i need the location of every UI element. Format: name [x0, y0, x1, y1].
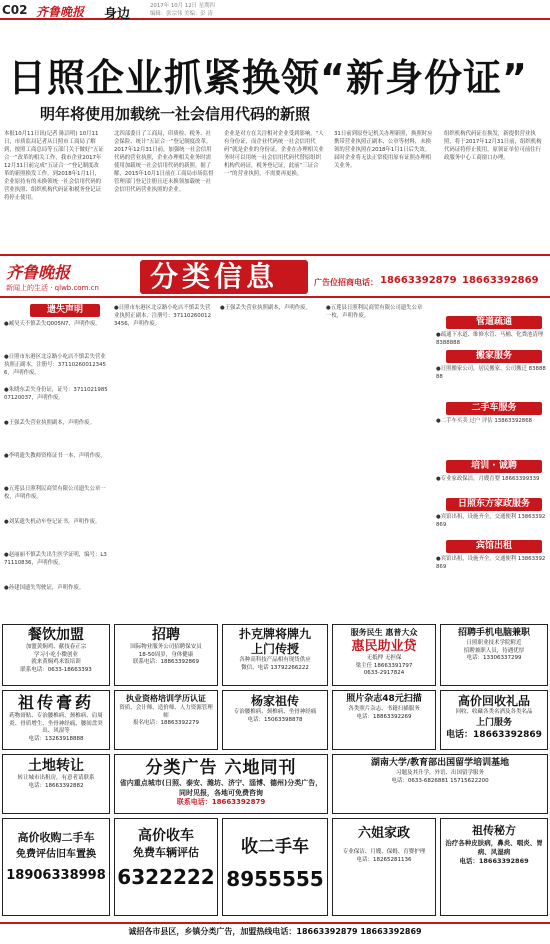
list-item: ●日照市东港区北京路小吃店不慎丢失营业执照正副本，注册号：371102600123456，声明作废。: [4, 354, 106, 376]
ad-title-2: 上门传授: [250, 642, 299, 656]
ad-line: 联系电话：0633-18663393: [20, 666, 92, 673]
footer-bar: [0, 922, 550, 940]
classified-slogan: 新闻上的生活 · qlwb.com.cn: [6, 284, 99, 292]
ad-line: 微信、电话 13792266222: [241, 664, 309, 671]
ad-line: 就来黄焖鸡米饭培训: [31, 659, 81, 665]
ad-line: 梁主任 18663391797: [355, 662, 413, 669]
ad-line: 药物膏贴、专治腰椎病、颈椎病、肩周炎、骨质增生、坐骨神经痛、腰间盘突出、风湿等: [9, 713, 103, 734]
ad-line: 联系电话：18863392869: [133, 659, 199, 665]
ad-line: 学习小吃小微创业: [33, 651, 78, 658]
ad-title: 祖传秘方: [472, 824, 516, 837]
list-item: ●朱晓东丢失身份证，证号：371102198507120037，声明作废。: [4, 387, 108, 401]
notice-col-3: ●王强丢失营业执照副本，声明作废。: [220, 305, 311, 311]
list-item: ●五莲县日照利民商贸有限公司遗失公章一枚，声明作废。: [4, 486, 106, 500]
ad-title: 执业资格培训学历认证: [126, 694, 206, 703]
cat-training: 培训 · 诚聘: [446, 460, 542, 473]
ad-title: 杨家祖传: [250, 694, 299, 708]
ad-line: 各种高科技产品相有现货供应: [239, 657, 311, 663]
ad-line: 回收、收藏各类名酒及各类名品: [455, 709, 533, 715]
ad-sell[interactable]: [222, 818, 328, 916]
ad-recruit[interactable]: [114, 624, 218, 686]
ad-yang[interactable]: [222, 690, 328, 750]
ad-line: 电话：13263918888: [28, 735, 84, 742]
cat-pipe: 管道疏通: [446, 316, 542, 329]
ad-title: 招聘手机电脑兼职: [457, 628, 530, 638]
ad-health[interactable]: [440, 818, 548, 916]
ad-title: 服务民生 惠普大众: [350, 628, 418, 637]
housekeeping-text: ●宾馆出租，设施齐全，交通便利 13863392869: [436, 514, 546, 528]
ad-photo[interactable]: [332, 690, 436, 750]
ad-line: 电话：13306337299: [466, 655, 522, 661]
ad-title: 祖传膏药: [17, 693, 94, 712]
ad-line: 治疗各种皮肤病，鼻炎、咽炎、胃病、风湿病: [445, 839, 543, 856]
ad-big: 免费评估旧车置换: [16, 849, 96, 860]
article-col-5: 组织机构代码证在换发，新提供营业执照，将于2017年12月31日前，组织机构代码证将停止使用，原领证单位可前往行政服务中心工商窗口办理。: [444, 131, 542, 161]
list-item: ●刘某遗失机动车登记证书，声明作废。: [4, 519, 101, 525]
subheadline: 明年将使用加载统一社会信用代码的新照: [40, 105, 311, 123]
ad-herb[interactable]: [2, 690, 110, 750]
ad-classified-big[interactable]: [114, 754, 328, 814]
ad-phone: 8955555: [226, 867, 324, 891]
ad-line: 无抵押 无担保: [366, 655, 402, 661]
ad-title: 高价收购二手车: [17, 831, 95, 844]
list-item: ●王强丢失营业执照副本，声明作废。: [4, 420, 95, 426]
ad-title: 六姐家政: [357, 826, 410, 841]
ad-family[interactable]: [332, 818, 436, 916]
ad-repair[interactable]: [440, 624, 548, 686]
ad-title: 收二手车: [241, 837, 309, 857]
hotline-label: 广告位招商电话：: [314, 278, 378, 287]
ad-line: 资质、会计师、造价师、人力资源管理师: [119, 705, 213, 719]
cat-lost: 遗失声明: [30, 304, 100, 317]
ad-car2[interactable]: [114, 818, 218, 916]
ad-title: 高价收车: [138, 828, 194, 844]
ad-title: 照片杂志48元扫描: [346, 694, 422, 704]
rental-text: ●宾馆出租，设施齐全，交通便利 13863392869: [436, 556, 546, 570]
classified-logo: 齐鲁晚报: [6, 263, 71, 282]
masthead: [0, 0, 550, 20]
ad-exam[interactable]: [114, 690, 218, 750]
ad-line: 电话：18863392269: [356, 713, 412, 720]
ad-title: 招聘: [152, 627, 180, 643]
ad-phone: 18906338998: [6, 868, 106, 883]
ad-title: 湖南大学/教育部出国留学培训基地: [370, 758, 510, 768]
article-col-4: 31日前到原登记机关办理新照，换照时应携带营业执照正副本、公章等材料，未换领的营业执照在2018年1月1日后失效。届时企业将无法正常使用原有证照办理相关业务。: [334, 131, 433, 169]
ad-land[interactable]: [2, 754, 110, 814]
page-number: C02: [2, 3, 28, 17]
ad-line: 加盟黄焖鸡、献技春正宗: [25, 644, 87, 650]
ad-line: 电话：15063398878: [247, 716, 303, 723]
list-item: ●李明遗失教师资格证书一本，声明作废。: [4, 453, 106, 459]
ad-line: 日照职业技术学院附近: [466, 640, 522, 646]
ad-line: 转让城市出租房，有意者请联系: [17, 775, 95, 781]
classified-title: 分类信息: [150, 260, 279, 293]
headline: 日照企业抓紧换领“新身份证”: [8, 56, 528, 100]
section-name: 身边: [104, 7, 131, 22]
list-item: ●臧昊天不慎丢失Q005N7，声明作废。: [4, 321, 101, 327]
ad-poker[interactable]: [222, 624, 328, 686]
ad-line: 电话：18265281136: [356, 856, 412, 863]
classified-title-box: [140, 260, 308, 294]
ad-line: 招聘兼职人员，待遇优厚: [463, 647, 525, 654]
lost-list: [4, 320, 108, 620]
ad-line: 专业保洁、月嫂、保姆、育婴护理: [342, 849, 426, 855]
ad-line: 电话：18663392869: [459, 857, 529, 865]
hotline-1: 18663392879: [380, 275, 457, 286]
notice-col-2: ●日照市东港区北京路小吃店不慎丢失营业执照正副本，注册号：371102600123456，声明作废。: [114, 305, 212, 327]
ad-usedcar[interactable]: [2, 818, 110, 916]
ad-university[interactable]: [332, 754, 548, 814]
secondhand-text: ●二手车买卖 过户 评估 13863392868: [436, 418, 533, 424]
ad-line: 上门服务: [475, 717, 512, 728]
paper-logo: 齐鲁晚报: [36, 5, 85, 19]
footer-text: 诚招各市县区，乡镇分类广告，加盟热线电话：18663392879 18663392869: [128, 927, 422, 936]
editor-line: 编辑：张宗伟 美编：彭 涛: [150, 11, 213, 17]
ad-line: 省内重点城市(日照、泰安、潍坊、济宁、淄博、德州)分类广告，同时见报，各地可免费咨询: [119, 779, 323, 797]
ad-line: 各类照片杂志、书籍扫描服务: [348, 706, 420, 712]
ad-line: 联系电话：18663392879: [176, 798, 266, 806]
cat-moving: 搬家服务: [446, 350, 542, 363]
cat-rental: 宾馆出租: [446, 540, 542, 553]
cat-housekeeping: 日照东方家政服务: [446, 498, 542, 511]
ad-line: 习题及其升学，外语、出国留学服务: [395, 770, 484, 776]
list-item: ●孙建国遗失驾驶证，声明作废。: [4, 585, 85, 591]
ad-title: 土地转让: [28, 758, 84, 774]
ad-recycle[interactable]: [440, 690, 548, 750]
article-col-1: 本报10月11日讯(记者 陈洁明) 10月11日，市质监局记者从日照市工商局了解到，按照工商总局等五部门关于做好“五证合一”改革的相关工作，我市企业2017年12月31日前完成“五证合一”登记制度改革的新照换发工作。到2018年1月1日，企业原持有的未换领统一社会信用代码的营业执照、组织机构代码证和税务登记证将停止使用。: [4, 131, 104, 201]
ad-title: 餐饮加盟: [28, 627, 84, 643]
ad-line: 电话：18663392869: [446, 729, 542, 740]
classified-banner: [0, 254, 550, 298]
ad-big: 免费车辆评估: [133, 846, 199, 859]
article-body: [4, 130, 546, 250]
list-item: ●赵丽丽不慎丢失出生医学证明，编号：L371110836，声明作废。: [4, 552, 107, 566]
ad-big: 惠民助业贷: [351, 639, 417, 654]
ad-restaurant[interactable]: [2, 624, 110, 686]
notice-col-4: ●五莲县日照利民商贸有限公司遗失公章一枚，声明作废。: [326, 305, 423, 319]
cat-secondhand: 二手车服务: [446, 402, 542, 415]
ad-line: 专治腰椎病、颈椎病、坐骨神经痛: [233, 709, 317, 715]
ad-line: 电话：0633-6826881 15715622200: [391, 777, 489, 784]
training-text: ●专业家政保洁，月嫂育婴 18663399339: [436, 476, 540, 482]
article-col-2: 北四部委日了工商局，印质检、税务、社会保险、统计“五证合一”登记制度改革。2017年12月31日前，加强统一社会信用代码的营业执照，企业办理相关业务时需使用加载统一社会信用代码的新照。据了解，2015年10月1日前在工商局市场监督管理部门登记注册且还未换领加载统一社会信用代码营业执照的企业。: [114, 131, 214, 193]
ad-line: 0633-2917824: [363, 670, 405, 676]
moving-text: ●日照搬家公司，居民搬家、公司搬迁 8388888: [436, 366, 546, 380]
article-col-3: 企业是对方在关注相对企业受到影响。“人有身份证，而企业代码统一社会信用代码”就是企业的身份证。企业在办理相关业务时可以用统一社会信用代码代替原组织机构代码证，税务登记证，此前“三证合一”的营业执照，不需要再更换。: [224, 131, 324, 177]
ad-title: 扑克牌将牌九: [238, 627, 311, 641]
ad-service[interactable]: [332, 624, 436, 686]
pipe-text: ●疏通下水道、维修水管、马桶、化粪池清理 8388888: [436, 332, 544, 346]
ad-title: 高价回收礼品: [457, 694, 530, 708]
ad-line: 电话：18663392882: [28, 782, 84, 789]
date-line: 2017年 10月 12日 星期四: [150, 3, 215, 9]
ad-title: 分类广告 六地同刊: [145, 758, 297, 778]
ad-line: 18-50周岁，身体健康: [138, 651, 194, 658]
ad-line: 报名电话：18863392279: [133, 720, 199, 726]
hotline-2: 18663392869: [462, 275, 539, 286]
ad-line: 国际物业服务公司招聘保安员: [130, 644, 202, 650]
ad-phone: 6322222: [117, 865, 215, 889]
